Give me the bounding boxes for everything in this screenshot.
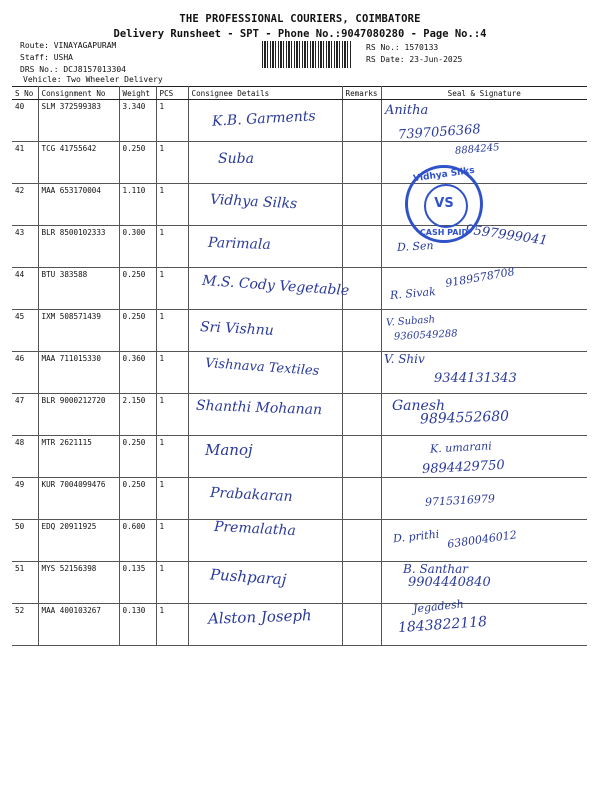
col-header-pcs: PCS (156, 87, 188, 100)
row-pcs: 1 (156, 604, 188, 646)
row-pcs: 1 (156, 562, 188, 604)
table-row (12, 478, 587, 520)
row-remarks-cell (342, 478, 381, 520)
drs-number: DRS No.: DCJ8157013304 (20, 65, 126, 74)
company-title: THE PROFESSIONAL COURIERS, COIMBATORE (179, 13, 421, 25)
row-remarks-cell (342, 520, 381, 562)
row-consignment-no: EDQ 20911925 (38, 520, 119, 562)
row-sno: 47 (12, 394, 38, 436)
row-sno: 46 (12, 352, 38, 394)
handwritten-phone: 1843822118 (397, 613, 488, 637)
row-weight: 0.250 (119, 436, 156, 478)
row-consignment-no: KUR 7004099476 (38, 478, 119, 520)
row-weight: 0.250 (119, 478, 156, 520)
handwritten-consignee-name: Shanthi Mohanan (195, 397, 323, 419)
row-sno: 49 (12, 478, 38, 520)
row-sno: 51 (12, 562, 38, 604)
handwritten-signature: Jegadesh (412, 597, 465, 616)
row-consignment-no: IXM 508571439 (38, 310, 119, 352)
row-consignment-no: MAA 711015330 (38, 352, 119, 394)
row-weight: 3.340 (119, 100, 156, 142)
table-row (12, 562, 587, 604)
handwritten-consignee-name: Suba (218, 151, 254, 167)
handwritten-phone: 9189578708 (444, 265, 516, 290)
handwritten-signature: Anitha (385, 103, 429, 118)
handwritten-signature: R. Sivak (389, 285, 437, 302)
handwritten-signature: B. Santhar (403, 562, 468, 576)
handwritten-signature: D. Sen (396, 239, 434, 254)
handwritten-phone: 9904440840 (408, 575, 491, 590)
row-remarks-cell (342, 142, 381, 184)
row-sno: 42 (12, 184, 38, 226)
col-header-signature: Seal & Signature (381, 87, 587, 100)
row-consignment-no: TCG 41755642 (38, 142, 119, 184)
col-header-remarks: Remarks (342, 87, 381, 100)
row-remarks-cell (342, 352, 381, 394)
row-pcs: 1 (156, 184, 188, 226)
row-consignment-no: BLR 8500102333 (38, 226, 119, 268)
row-weight: 0.135 (119, 562, 156, 604)
handwritten-signature: K. umarani (429, 439, 493, 456)
row-consignment-no: MYS 52156398 (38, 562, 119, 604)
row-consignment-no: MTR 2621115 (38, 436, 119, 478)
row-sno: 41 (12, 142, 38, 184)
row-remarks-cell (342, 184, 381, 226)
row-consignment-no: SLM 372599383 (38, 100, 119, 142)
handwritten-phone: 9344131343 (434, 371, 517, 386)
row-weight: 0.250 (119, 142, 156, 184)
row-pcs: 1 (156, 352, 188, 394)
handwritten-phone: 9715316979 (424, 492, 496, 509)
row-pcs: 1 (156, 394, 188, 436)
row-consignee-cell (188, 142, 342, 184)
handwritten-phone: 7397056368 (397, 122, 482, 143)
row-remarks-cell (342, 562, 381, 604)
row-pcs: 1 (156, 100, 188, 142)
handwritten-phone: 9360549288 (393, 328, 458, 343)
col-header-weight: Weight (119, 87, 156, 100)
handwritten-consignee-name: Alston Joseph (207, 606, 312, 628)
row-consignment-no: MAA 400103267 (38, 604, 119, 646)
handwritten-signature: D. prithi (392, 527, 440, 546)
table-row (12, 184, 587, 226)
handwritten-phone: 6380046012 (446, 528, 518, 551)
row-remarks-cell (342, 100, 381, 142)
row-sno: 52 (12, 604, 38, 646)
table-row (12, 142, 587, 184)
row-weight: 0.250 (119, 310, 156, 352)
row-sno: 50 (12, 520, 38, 562)
handwritten-consignee-name: Manoj (205, 441, 253, 459)
barcode (262, 41, 352, 68)
row-sno: 48 (12, 436, 38, 478)
row-consignment-no: BLR 9000212720 (38, 394, 119, 436)
table-row (12, 310, 587, 352)
rs-number: RS No.: 1570133 (366, 43, 439, 52)
col-header-consignment: Consignment No (38, 87, 119, 100)
handwritten-signature: Ganesh (392, 398, 446, 414)
handwritten-phone: 9597999041 (464, 222, 549, 249)
row-weight: 0.600 (119, 520, 156, 562)
row-remarks-cell (342, 226, 381, 268)
col-header-consignee: Consignee Details (188, 87, 342, 100)
row-weight: 0.130 (119, 604, 156, 646)
route-label: Route: VINAYAGAPURAM (20, 41, 117, 50)
stamp-top-text: Vidhya Silks (412, 165, 476, 185)
stamp-bottom-text: CASH PAID (419, 228, 469, 237)
row-weight: 2.150 (119, 394, 156, 436)
handwritten-consignee-name: Parimala (207, 234, 272, 254)
row-pcs: 1 (156, 478, 188, 520)
handwritten-signature: V. Shiv (384, 352, 425, 366)
row-sno: 43 (12, 226, 38, 268)
handwritten-consignee-name: Vidhya Silks (209, 191, 298, 213)
rs-date: RS Date: 23-Jun-2025 (366, 55, 463, 64)
row-pcs: 1 (156, 436, 188, 478)
row-pcs: 1 (156, 268, 188, 310)
handwritten-phone: 9894552680 (419, 408, 510, 428)
handwritten-consignee-name: M.S. Cody Vegetable (201, 272, 350, 300)
handwritten-phone: 8884245 (454, 142, 500, 157)
row-sno: 45 (12, 310, 38, 352)
cash-paid-stamp (405, 165, 483, 243)
handwritten-consignee-name: Prabakaran (209, 484, 294, 506)
row-pcs: 1 (156, 310, 188, 352)
row-weight: 0.300 (119, 226, 156, 268)
vehicle-label: Vehicle: Two Wheeler Delivery (23, 75, 163, 84)
handwritten-signature: V. Subash (385, 314, 436, 329)
handwritten-consignee-name: Vishnava Textiles (204, 356, 320, 379)
row-pcs: 1 (156, 226, 188, 268)
row-weight: 0.250 (119, 268, 156, 310)
row-remarks-cell (342, 604, 381, 646)
row-sno: 40 (12, 100, 38, 142)
staff-label: Staff: USHA (20, 53, 73, 62)
table-header-row (12, 87, 587, 100)
handwritten-consignee-name: Sri Vishnu (199, 319, 275, 339)
row-sno: 44 (12, 268, 38, 310)
runsheet-subtitle: Delivery Runsheet - SPT - Phone No.:9047080280 - Page No.:4 (113, 28, 487, 40)
row-remarks-cell (342, 394, 381, 436)
row-consignment-no: BTU 383588 (38, 268, 119, 310)
row-weight: 1.110 (119, 184, 156, 226)
handwritten-consignee-name: Pushparaj (209, 565, 287, 589)
row-weight: 0.360 (119, 352, 156, 394)
row-remarks-cell (342, 436, 381, 478)
row-pcs: 1 (156, 142, 188, 184)
row-consignment-no: MAA 653170004 (38, 184, 119, 226)
handwritten-consignee-name: Premalatha (213, 518, 297, 540)
handwritten-phone: 9894429750 (421, 457, 506, 478)
handwritten-consignee-name: K.B. Garments (211, 108, 317, 130)
stamp-logo: VS (434, 196, 454, 211)
col-header-sno: S No (12, 87, 38, 100)
row-pcs: 1 (156, 520, 188, 562)
row-remarks-cell (342, 310, 381, 352)
